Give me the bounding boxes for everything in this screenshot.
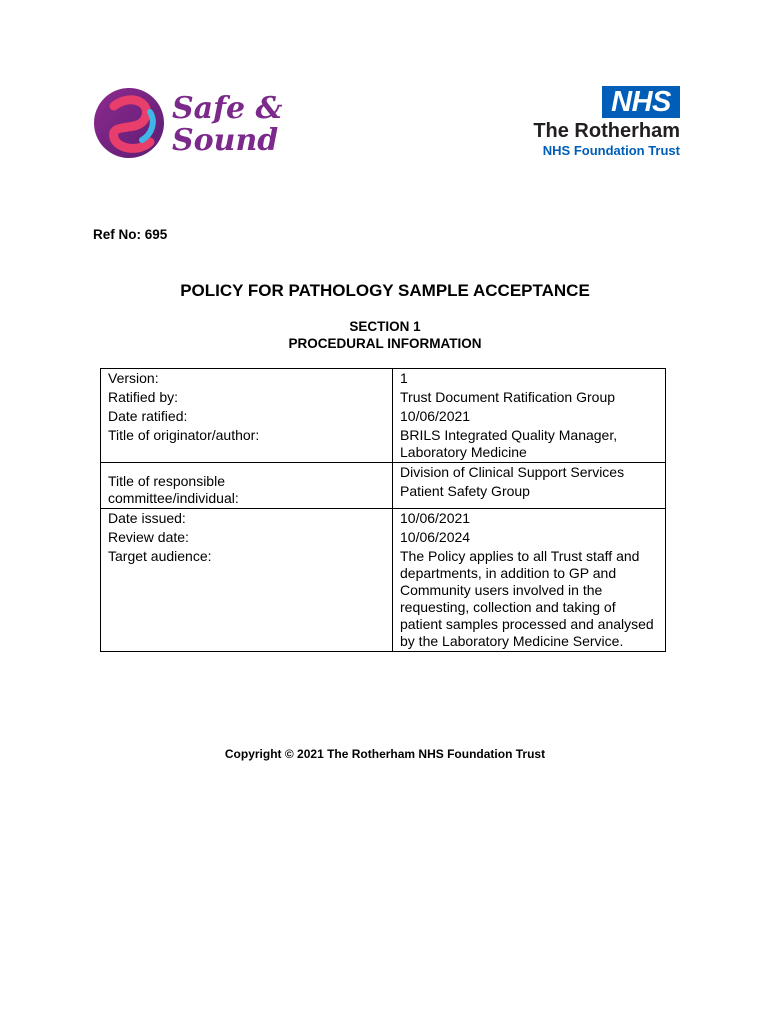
row-value: 10/06/2021 xyxy=(393,407,666,426)
section-number: SECTION 1 xyxy=(349,319,421,334)
section-title: PROCEDURAL INFORMATION xyxy=(288,336,482,351)
document-title: POLICY FOR PATHOLOGY SAMPLE ACCEPTANCE xyxy=(180,281,590,300)
row-value: Trust Document Ratification Group xyxy=(393,388,666,407)
row-value: 10/06/2021 xyxy=(393,509,666,529)
section-heading xyxy=(0,318,770,352)
row-label xyxy=(101,463,393,509)
table-row xyxy=(101,369,666,389)
row-value-line: Patient Safety Group xyxy=(400,483,530,499)
row-label: Target audience: xyxy=(101,547,393,652)
copyright-notice: Copyright © 2021 The Rotherham NHS Foundation Trust xyxy=(224,747,546,761)
logo-text-sound: Sound xyxy=(172,123,279,158)
table-row xyxy=(101,509,666,529)
row-label: Ratified by: xyxy=(101,388,393,407)
safe-and-sound-logo xyxy=(92,86,292,160)
table-row xyxy=(101,388,666,407)
table-row xyxy=(101,463,666,509)
logo-text-safe: Safe & xyxy=(172,91,283,126)
reference-number: Ref No: 695 xyxy=(93,227,168,242)
trust-subtitle: NHS Foundation Trust xyxy=(542,143,680,158)
row-value: The Policy applies to all Trust staff and departments, in addition to GP and Community users involved in the requesting, collection and taking of patient samples processed and analysed by the Laboratory Medicine Service. xyxy=(393,547,666,652)
row-label-line: Title of responsible xyxy=(108,473,225,489)
row-value: 1 xyxy=(393,369,666,389)
nhs-trust-logo xyxy=(518,86,680,162)
row-value xyxy=(393,426,666,463)
table-row xyxy=(101,407,666,426)
row-label-line: committee/individual: xyxy=(108,490,239,506)
row-value-line: BRILS Integrated Quality Manager, xyxy=(400,427,618,443)
row-label: Title of originator/author: xyxy=(101,426,393,463)
trust-name: The Rotherham xyxy=(533,120,680,142)
nhs-badge: NHS xyxy=(602,86,680,118)
row-value: 10/06/2024 xyxy=(393,528,666,547)
table-row xyxy=(101,528,666,547)
table-row xyxy=(101,547,666,652)
procedural-info-table xyxy=(100,368,666,652)
table-row xyxy=(101,426,666,463)
row-value-line: Laboratory Medicine xyxy=(400,444,527,460)
row-label: Version: xyxy=(101,369,393,389)
row-label: Review date: xyxy=(101,528,393,547)
row-label: Date issued: xyxy=(101,509,393,529)
row-value xyxy=(393,463,666,509)
row-label: Date ratified: xyxy=(101,407,393,426)
row-value-line: Division of Clinical Support Services xyxy=(400,464,625,480)
